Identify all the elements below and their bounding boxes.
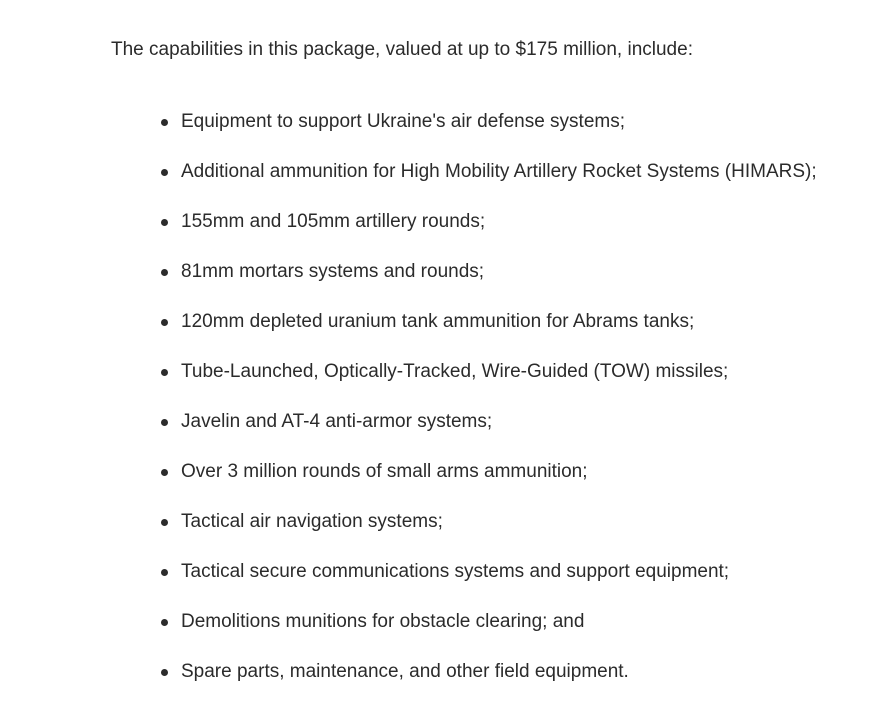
list-item-text: Tactical secure communications systems and support equipment; [181,561,730,582]
bullet-icon [161,269,168,276]
list-item-text: 81mm mortars systems and rounds; [181,261,485,282]
list-item-text: Tactical air navigation systems; [181,511,443,532]
list-item [111,159,817,209]
list-item-text: Javelin and AT-4 anti-armor systems; [181,411,493,432]
list-item-text: Spare parts, maintenance, and other field equipment. [181,661,629,682]
list-item [111,409,817,459]
list-item-text: Equipment to support Ukraine's air defense systems; [181,111,626,132]
bullet-icon [161,119,168,126]
list-item [111,459,817,509]
bullet-icon [161,219,168,226]
bullet-icon [161,519,168,526]
list-item-text: Over 3 million rounds of small arms ammunition; [181,461,588,482]
bullet-icon [161,419,168,426]
bullet-icon [161,169,168,176]
bullet-icon [161,319,168,326]
list-item [111,609,817,659]
list-item-text: 155mm and 105mm artillery rounds; [181,211,486,232]
bullet-icon [161,469,168,476]
list-item [111,259,817,309]
list-item-text: Demolitions munitions for obstacle clearing; and [181,611,585,632]
bullet-icon [161,369,168,376]
bullet-icon [161,669,168,676]
list-item [111,309,817,359]
capabilities-list [111,109,817,709]
bullet-icon [161,569,168,576]
bullet-icon [161,619,168,626]
list-item-text: Tube-Launched, Optically-Tracked, Wire-Guided (TOW) missiles; [181,361,729,382]
list-item-text: Additional ammunition for High Mobility Artillery Rocket Systems (HIMARS); [181,161,817,182]
list-item-text: 120mm depleted uranium tank ammunition for Abrams tanks; [181,311,695,332]
list-item [111,359,817,409]
list-item [111,659,817,709]
list-item [111,109,817,159]
intro-paragraph: The capabilities in this package, valued at up to $175 million, include: [111,39,693,60]
list-item [111,559,817,609]
list-item [111,509,817,559]
list-item [111,209,817,259]
